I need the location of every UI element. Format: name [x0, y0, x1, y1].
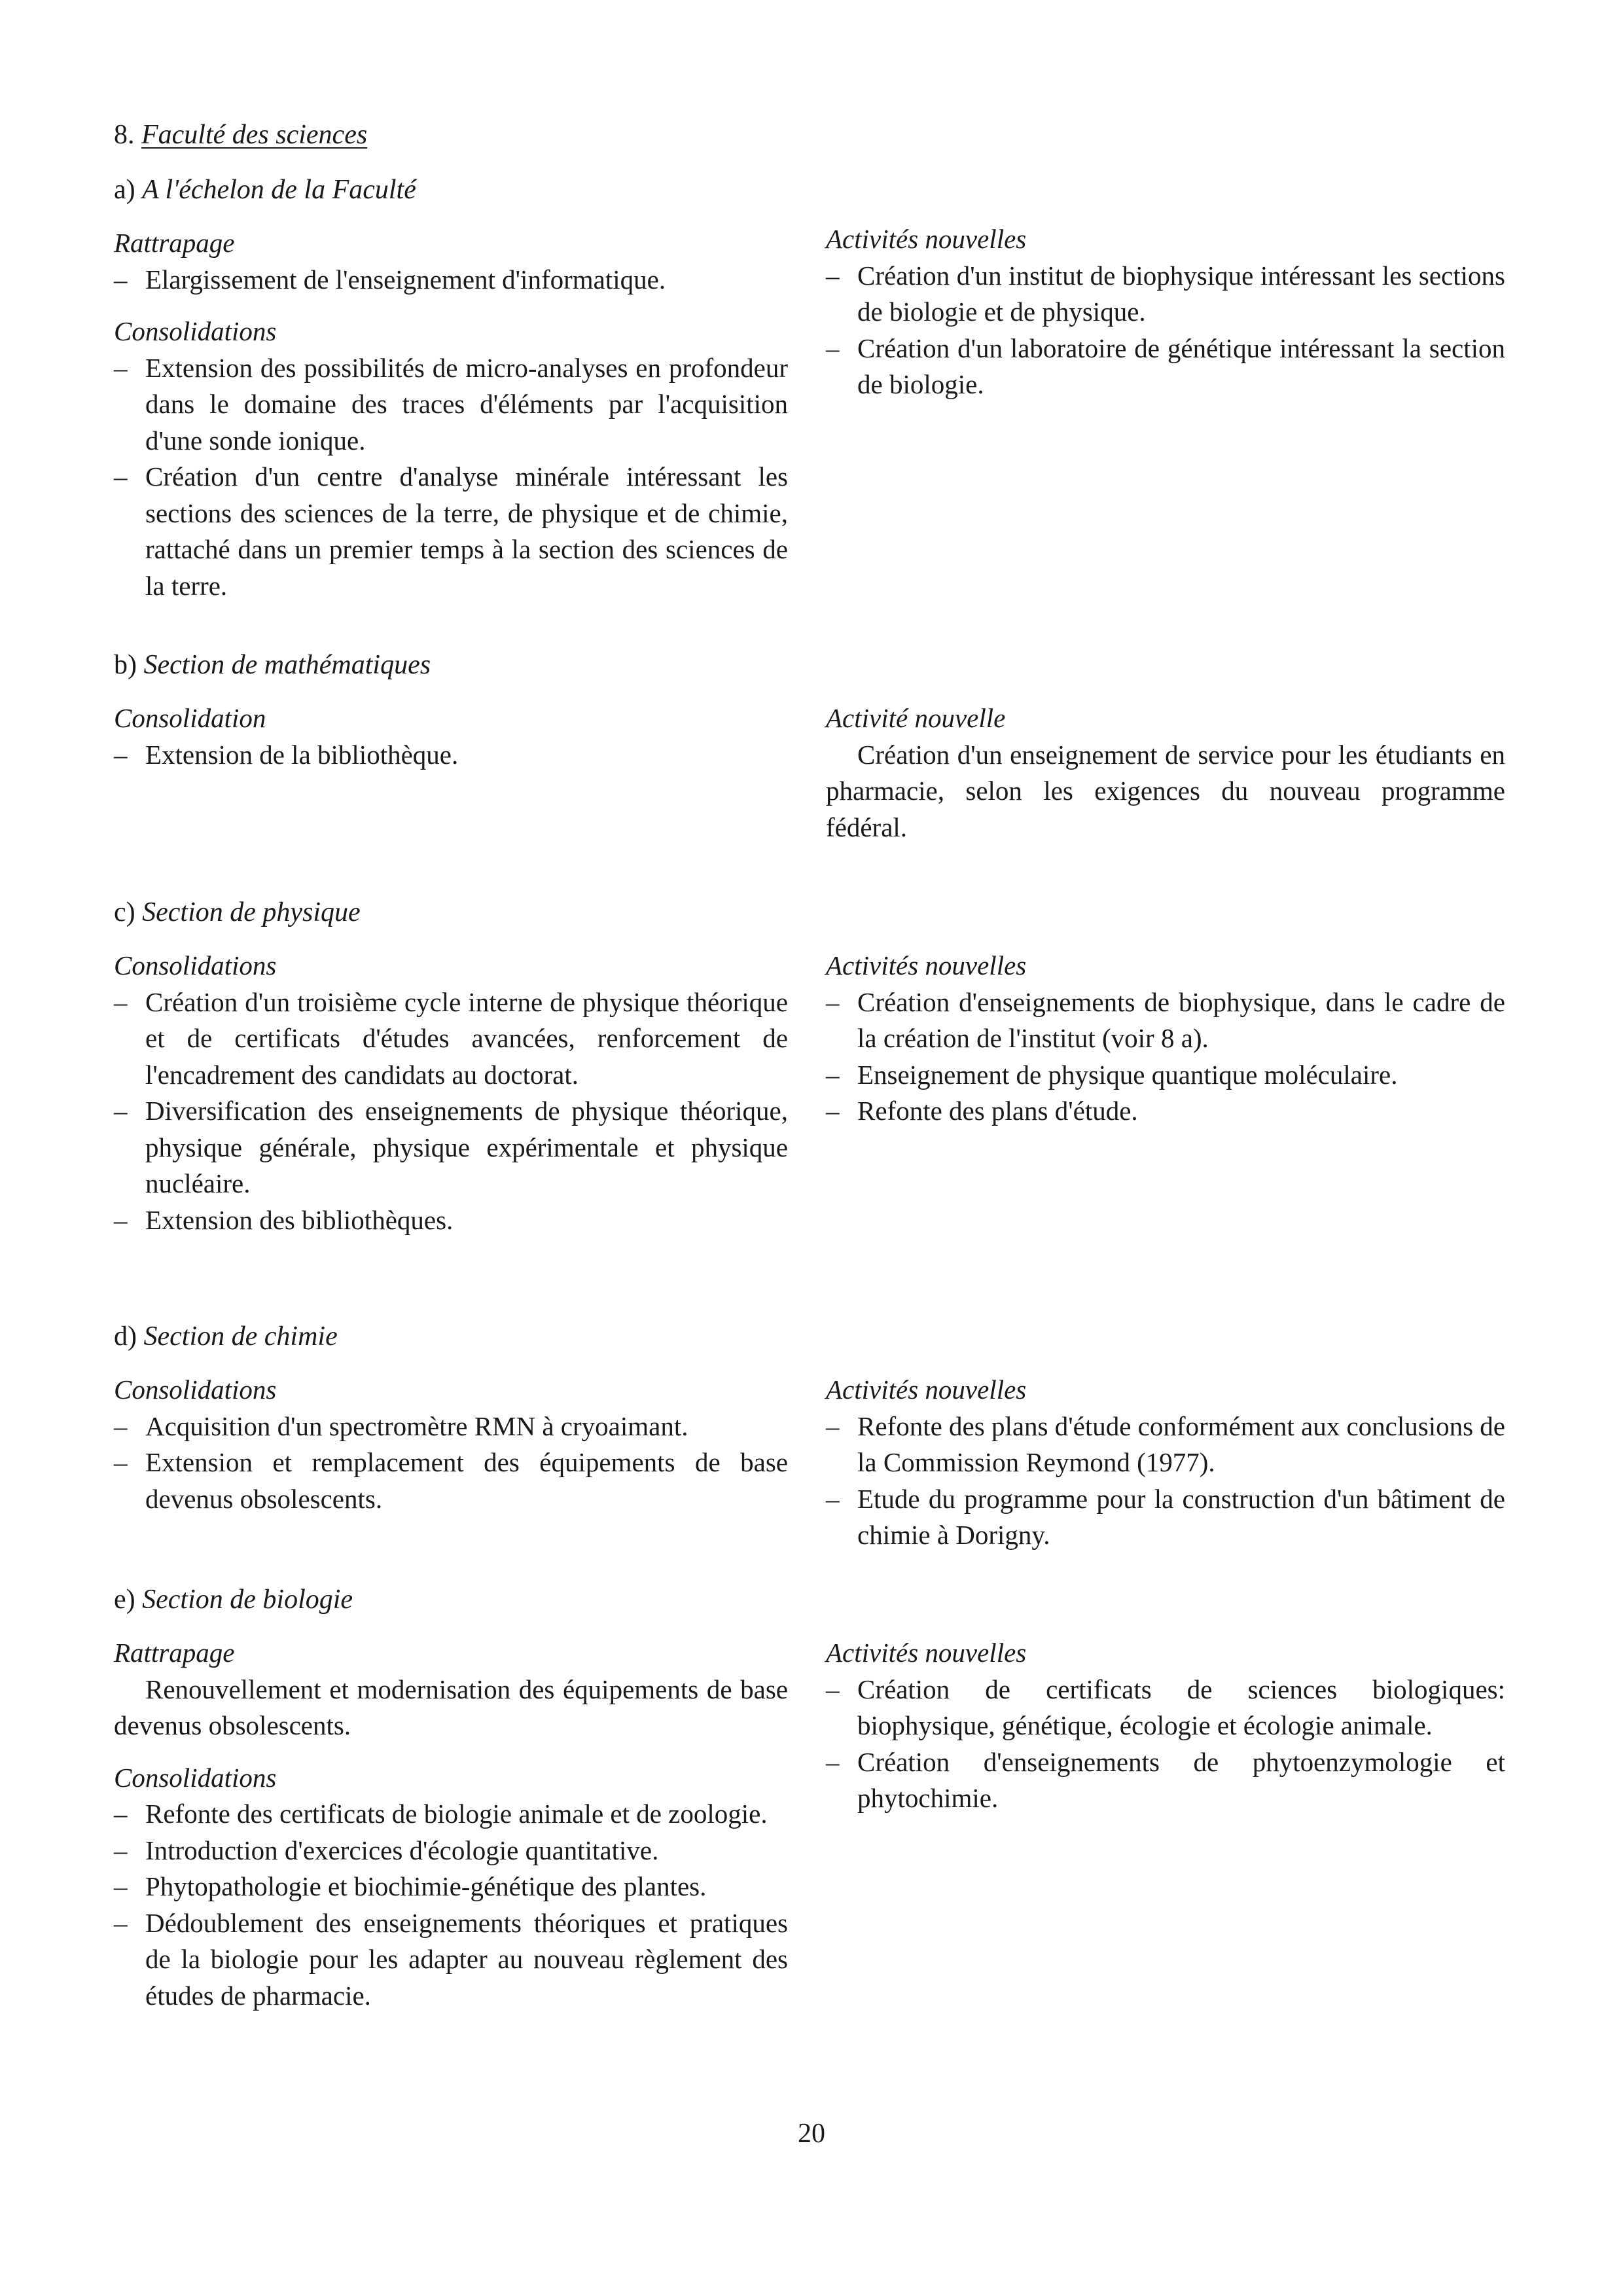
subsection-b-heading: [114, 647, 431, 683]
list-item: – Création d'enseignements de biophysique, dans le cadre de la création de l'institut (voir 8 a).: [826, 984, 1505, 1057]
list-item: – Création de certificats de sciences biologiques: biophysique, génétique, écologie et écologie animale.: [826, 1672, 1505, 1744]
subsection-c-heading: [114, 894, 361, 931]
activites-list: [826, 984, 1505, 1130]
list-item: – Diversification des enseignements de physique théorique, physique générale, physique expérimentale et physique nucléaire.: [114, 1093, 788, 1202]
rattrapage-title: Rattrapage: [114, 1638, 235, 1668]
list-item: – Dédoublement des enseignements théoriques et pratiques de la biologie pour les adapter au nouveau règlement des études de pharmacie.: [114, 1905, 788, 2015]
consolidations-title: Consolidations: [114, 1374, 277, 1405]
list-item: – Refonte des plans d'étude.: [826, 1093, 1505, 1130]
activites-list: [826, 1672, 1505, 1817]
subsection-e-left: [114, 1635, 788, 2014]
rattrapage-text: Renouvellement et modernisation des équipements de base devenus obsolescents.: [114, 1674, 788, 1740]
consolidations-title: Consolidations: [114, 316, 277, 346]
list-item: – Etude du programme pour la construction d'un bâtiment de chimie à Dorigny.: [826, 1481, 1505, 1554]
list-item: – Refonte des plans d'étude conformément aux conclusions de la Commission Reymond (1977).: [826, 1408, 1505, 1481]
consolidations-title: Consolidations: [114, 1762, 277, 1793]
consolidation-title: Consolidation: [114, 703, 266, 733]
subsection-a-label: a): [114, 175, 135, 205]
activites-title: Activités nouvelles: [826, 1638, 1027, 1668]
subsection-d-left: [114, 1372, 788, 1517]
rattrapage-list: [114, 262, 788, 298]
subsection-a-title: A l'échelon de la Faculté: [142, 175, 416, 205]
list-item: – Création d'enseignements de phytoenzymologie et phytochimie.: [826, 1744, 1505, 1817]
consolidations-title: Consolidations: [114, 950, 277, 980]
list-item: – Introduction d'exercices d'écologie quantitative.: [114, 1833, 788, 1869]
list-item: – Refonte des certificats de biologie animale et de zoologie.: [114, 1796, 788, 1833]
section-title: Faculté des sciences: [141, 120, 368, 150]
consolidations-list: [114, 1796, 788, 2014]
activite-text: Création d'un enseignement de service pour les étudiants en pharmacie, selon les exigences du nouveau programme fédéral.: [826, 739, 1505, 842]
consolidations-list: [114, 1408, 788, 1518]
section-number: 8.: [114, 120, 135, 150]
activites-title: Activités nouvelles: [826, 950, 1027, 980]
rattrapage-title: Rattrapage: [114, 228, 235, 258]
subsection-e-heading: [114, 1581, 353, 1618]
subsection-c-right: [826, 948, 1505, 1130]
subsection-b-title: Section de mathématiques: [143, 650, 431, 680]
activites-list: [826, 1408, 1505, 1554]
subsection-b-left: [114, 700, 788, 773]
list-item: – Extension des possibilités de micro-analyses en profondeur dans le domaine des traces d'éléments par l'acquisition d'une sonde ionique.: [114, 350, 788, 459]
list-item: – Extension de la bibliothèque.: [114, 737, 788, 774]
subsection-c-title: Section de physique: [142, 897, 361, 927]
list-item: – Elargissement de l'enseignement d'informatique.: [114, 262, 788, 298]
section-heading: [114, 117, 367, 153]
consolidations-list: [114, 350, 788, 605]
subsection-e-title: Section de biologie: [142, 1585, 353, 1615]
subsection-e-right: [826, 1635, 1505, 1817]
page-number: 20: [798, 2119, 825, 2149]
subsection-a-left: [114, 225, 788, 604]
subsection-d-heading: [114, 1318, 338, 1355]
subsection-a-heading: [114, 171, 416, 208]
subsection-c-left: [114, 948, 788, 1238]
activites-list: [826, 258, 1505, 403]
activite-title: Activité nouvelle: [826, 703, 1006, 733]
list-item: – Création d'un laboratoire de génétique intéressant la section de biologie.: [826, 331, 1505, 403]
list-item: – Acquisition d'un spectromètre RMN à cryoaimant.: [114, 1408, 788, 1445]
subsection-b-right: [826, 700, 1505, 846]
subsection-d-label: d): [114, 1321, 137, 1352]
list-item: – Phytopathologie et biochimie-génétique des plantes.: [114, 1869, 788, 1905]
subsection-a-right: [826, 221, 1505, 403]
list-item: – Enseignement de physique quantique moléculaire.: [826, 1057, 1505, 1094]
list-item: – Création d'un centre d'analyse minérale intéressant les sections des sciences de la terre, de physique et de chimie, rattaché dans un premier temps à la section des sciences de la terre.: [114, 459, 788, 604]
list-item: – Création d'un institut de biophysique intéressant les sections de biologie et de physique.: [826, 258, 1505, 331]
subsection-c-label: c): [114, 897, 135, 927]
subsection-d-title: Section de chimie: [143, 1321, 338, 1352]
subsection-b-label: b): [114, 650, 137, 680]
consolidations-list: [114, 984, 788, 1239]
consolidation-list: [114, 737, 788, 774]
subsection-d-right: [826, 1372, 1505, 1554]
list-item: – Extension et remplacement des équipements de base devenus obsolescents.: [114, 1444, 788, 1517]
list-item: – Création d'un troisième cycle interne de physique théorique et de certificats d'études avancées, renforcement de l'encadrement des candidats au doctorat.: [114, 984, 788, 1094]
activites-title: Activités nouvelles: [826, 224, 1027, 254]
subsection-e-label: e): [114, 1585, 135, 1615]
list-item: – Extension des bibliothèques.: [114, 1202, 788, 1239]
activites-title: Activités nouvelles: [826, 1374, 1027, 1405]
